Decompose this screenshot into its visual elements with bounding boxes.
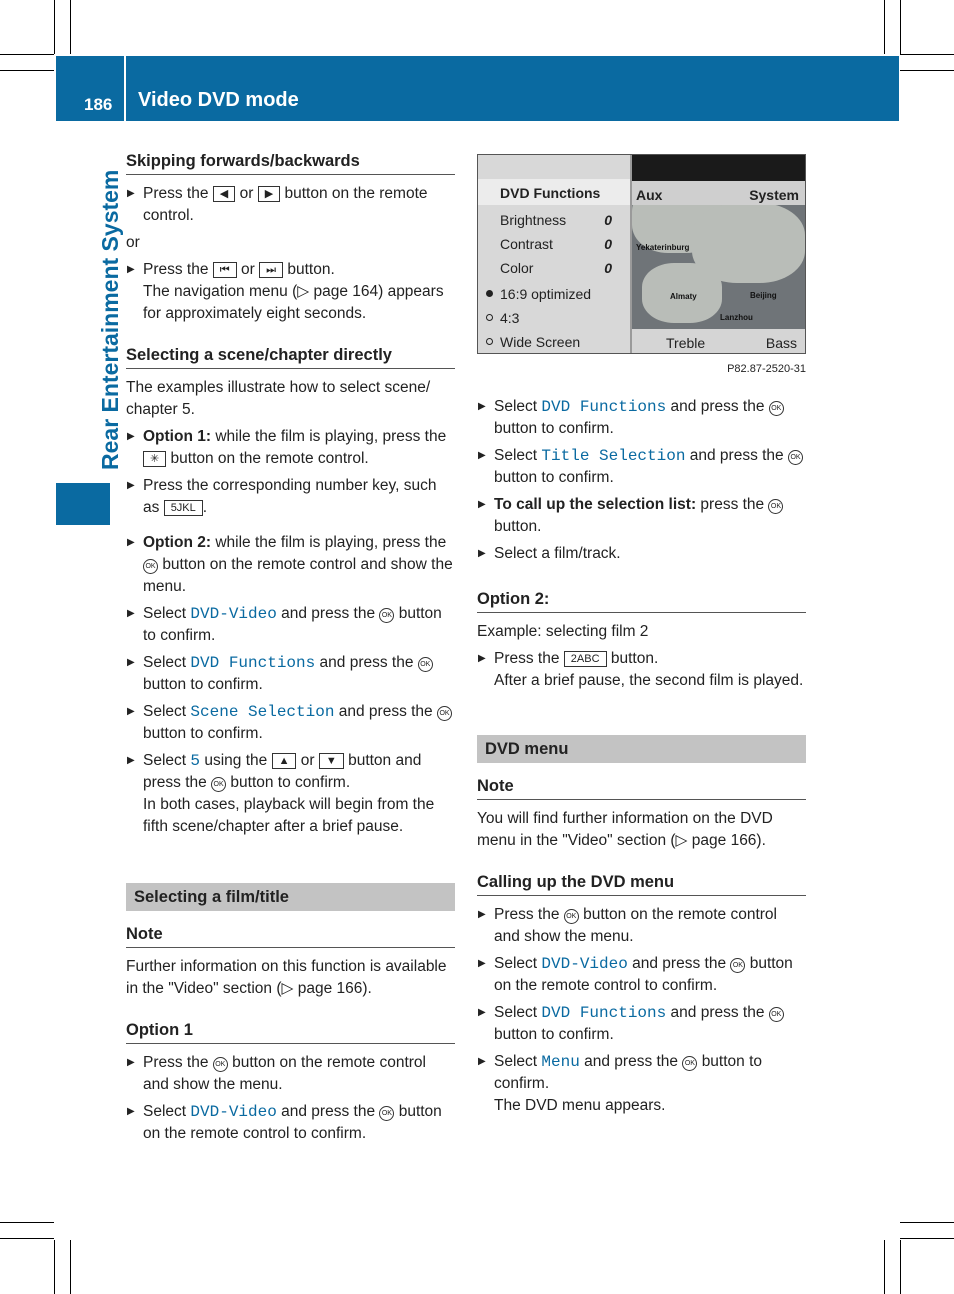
step	[477, 953, 806, 997]
section-heading-skipping: Skipping forwards/backwards	[126, 150, 455, 175]
example-text: Example: selecting film 2	[477, 623, 649, 640]
text: Select	[143, 703, 187, 720]
text: button on the remote control and show the menu.	[143, 556, 453, 595]
bass-label: Bass	[765, 335, 797, 351]
city-label: Lanzhou	[720, 313, 753, 322]
menu-item-text: DVD-Video	[190, 605, 277, 623]
option-label: Wide Screen	[500, 334, 581, 350]
page-number: 186	[84, 95, 113, 114]
crop-mark	[900, 0, 901, 54]
text: Press the	[143, 261, 209, 278]
right-column	[477, 154, 806, 1122]
text: button to confirm.	[143, 725, 263, 742]
text: or	[241, 261, 255, 278]
text: button on the remote control and show the menu.	[143, 1054, 426, 1093]
ok-button-icon: OK	[788, 450, 803, 465]
dvd-functions-menu	[478, 155, 630, 353]
menu-item-text: Menu	[541, 1053, 580, 1071]
skip-back-key-icon: ⏮	[213, 262, 237, 278]
text: Select	[143, 605, 187, 622]
crop-mark	[900, 54, 954, 55]
text: button and press the	[143, 752, 422, 791]
crop-mark	[900, 1240, 901, 1294]
text: or	[300, 752, 315, 769]
text: Select	[143, 1103, 187, 1120]
up-key-icon: ▲	[272, 753, 297, 769]
row-value: 0	[604, 212, 612, 228]
text: press the	[696, 496, 765, 513]
asterisk-key-icon: ✳	[143, 451, 166, 467]
text: and press the	[670, 398, 765, 415]
note-text: Further information on this function is available in the "Video" section (▷ page 166).	[126, 958, 447, 997]
text: Press the	[494, 906, 560, 923]
text: Select	[494, 447, 538, 464]
menu-item-text: DVD Functions	[190, 654, 316, 672]
text: In both cases, playback will begin from the fifth scene/chapter after a brief pause.	[143, 796, 435, 835]
step	[126, 426, 455, 470]
ok-button-icon: OK	[143, 559, 158, 574]
text: button to confirm.	[494, 1053, 763, 1092]
tab-system: System	[749, 187, 799, 203]
radio-selected-icon	[486, 290, 493, 297]
text: The navigation menu (▷ page 164) appears for approximately eight seconds.	[143, 283, 444, 322]
ok-button-icon: OK	[682, 1056, 697, 1071]
step	[477, 1002, 806, 1046]
note-heading: Note	[477, 775, 806, 800]
dvd-functions-screenshot	[477, 154, 806, 354]
row-value: 0	[604, 236, 612, 252]
section-band-film: Selecting a film/title	[126, 883, 455, 911]
crop-mark	[0, 54, 54, 55]
intro-text: The examples illustrate how to select scene/ chapter 5.	[126, 379, 431, 418]
side-tab-marker	[56, 483, 110, 525]
section-band-dvd-menu: DVD menu	[477, 735, 806, 763]
down-key-icon: ▼	[319, 753, 344, 769]
crop-mark	[884, 1240, 885, 1294]
menu-item-text: DVD-Video	[541, 955, 628, 973]
ok-button-icon: OK	[379, 1106, 394, 1121]
option2-heading: Option 2:	[477, 588, 806, 613]
treble-label: Treble	[666, 335, 706, 351]
text: The DVD menu appears.	[494, 1097, 666, 1114]
step	[477, 494, 806, 538]
step	[477, 904, 806, 948]
menu-title: DVD Functions	[478, 179, 630, 205]
menu-option-wide-screen[interactable]	[478, 329, 630, 353]
step	[126, 603, 455, 647]
number-key-icon: 2ABC	[564, 651, 607, 667]
text: Option 1:	[143, 428, 212, 445]
text: button on the remote control to confirm.	[494, 955, 793, 994]
screen-top-bar	[632, 155, 805, 183]
text: Select	[143, 654, 187, 671]
text: button.	[610, 650, 659, 667]
ok-button-icon: OK	[564, 909, 579, 924]
text: using the	[204, 752, 268, 769]
section-heading-scene: Selecting a scene/chapter directly	[126, 344, 455, 369]
option-label: 4:3	[500, 310, 520, 326]
step	[477, 648, 806, 692]
menu-row-contrast[interactable]	[478, 231, 630, 255]
figure-code: P82.87-2520-31	[727, 363, 806, 375]
text: Press the corresponding number key, such as	[143, 477, 437, 516]
row-label: Color	[500, 260, 534, 276]
text: Option 2:	[143, 534, 212, 551]
ok-button-icon: OK	[768, 499, 783, 514]
step	[126, 652, 455, 696]
row-label: Contrast	[500, 236, 553, 252]
text: button.	[287, 261, 335, 278]
left-column	[126, 150, 455, 1150]
text: and press the	[319, 654, 414, 671]
ok-button-icon: OK	[437, 706, 452, 721]
step	[126, 1052, 455, 1096]
text: or	[239, 185, 254, 202]
text: and press the	[281, 605, 376, 622]
text: Select	[494, 398, 538, 415]
radio-icon	[486, 314, 493, 321]
text: and press the	[632, 955, 727, 972]
text: and press the	[584, 1053, 679, 1070]
city-label: Almaty	[670, 292, 697, 301]
text: Press the	[143, 1054, 209, 1071]
menu-item-text: 5	[190, 752, 201, 770]
text: while the film is playing, press the	[211, 534, 447, 551]
crop-mark	[0, 1238, 54, 1239]
ok-button-icon: OK	[379, 608, 394, 623]
text: while the film is playing, press the	[211, 428, 447, 445]
radio-icon	[486, 338, 493, 345]
ok-button-icon: OK	[730, 958, 745, 973]
text: button on the remote control to confirm.	[143, 1103, 442, 1142]
text: To call up the selection list:	[494, 496, 697, 513]
menu-option-16-9[interactable]	[478, 281, 630, 305]
step	[126, 532, 455, 598]
crop-mark	[70, 0, 71, 54]
text: button to confirm.	[494, 469, 614, 486]
text: button to confirm.	[143, 605, 442, 644]
crop-mark	[900, 70, 954, 71]
text: After a brief pause, the second film is played.	[494, 672, 804, 689]
crop-mark	[70, 1240, 71, 1294]
text: Press the	[143, 185, 209, 202]
text: .	[202, 499, 208, 516]
step	[126, 1101, 455, 1145]
option-label: 16:9 optimized	[500, 286, 592, 302]
step	[126, 183, 455, 227]
crop-mark	[54, 1240, 55, 1294]
crop-mark	[900, 1238, 954, 1239]
crop-mark	[884, 0, 885, 54]
note-text: You will find further information on the DVD menu in the "Video" section (▷ page 166).	[477, 810, 773, 849]
screen-tabs	[632, 181, 805, 205]
skip-forward-key-icon: ⏭	[259, 262, 283, 278]
note-heading: Note	[126, 923, 455, 948]
text: button on the remote control and show the menu.	[494, 906, 777, 945]
text: button on the remote control.	[170, 450, 369, 467]
city-label: Beijing	[750, 291, 777, 300]
text: and press the	[281, 1103, 376, 1120]
step	[126, 701, 455, 745]
text: and press the	[670, 1004, 765, 1021]
text: button on the remote control.	[143, 185, 428, 224]
text: button to confirm.	[494, 1026, 614, 1043]
text: button to confirm.	[230, 774, 351, 791]
crop-mark	[0, 70, 54, 71]
calling-dvd-menu-heading: Calling up the DVD menu	[477, 871, 806, 896]
menu-item-text: DVD Functions	[541, 1004, 667, 1022]
step	[126, 259, 455, 325]
text: button to confirm.	[494, 420, 614, 437]
step	[477, 1051, 806, 1117]
menu-row-color[interactable]	[478, 255, 630, 279]
text: and press the	[689, 447, 784, 464]
ok-button-icon: OK	[418, 657, 433, 672]
text: Press the	[494, 650, 560, 667]
number-key-icon: 5JKL	[164, 500, 203, 516]
text: Select	[494, 1053, 538, 1070]
step	[477, 396, 806, 440]
row-label: Brightness	[500, 212, 567, 228]
step: ▶ Select a film/track.	[477, 543, 806, 565]
tab-aux: Aux	[636, 187, 663, 203]
crop-mark	[54, 0, 55, 54]
ok-button-icon: OK	[769, 401, 784, 416]
step	[126, 475, 455, 519]
chapter-title: Video DVD mode	[138, 89, 299, 111]
text: button.	[494, 518, 542, 535]
crop-mark	[900, 1222, 954, 1223]
menu-item-text: DVD Functions	[541, 398, 667, 416]
or-text: or	[126, 234, 140, 251]
ok-button-icon: OK	[211, 777, 226, 792]
screen-bottom-bar	[632, 329, 805, 353]
header-divider	[124, 56, 126, 121]
menu-option-4-3[interactable]	[478, 305, 630, 329]
text: button to confirm.	[143, 676, 263, 693]
step	[126, 750, 455, 838]
menu-item-text: Scene Selection	[190, 703, 335, 721]
text: Select	[143, 752, 187, 769]
step	[477, 445, 806, 489]
rewind-key-icon: ◀	[213, 186, 235, 202]
text: Select	[494, 1004, 538, 1021]
forward-key-icon: ▶	[258, 186, 280, 202]
city-label: Yekaterinburg	[636, 243, 690, 252]
ok-button-icon: OK	[769, 1007, 784, 1022]
text: and press the	[338, 703, 433, 720]
row-value: 0	[604, 260, 612, 276]
option1-heading: Option 1	[126, 1019, 455, 1044]
text: Select	[494, 955, 538, 972]
ok-button-icon: OK	[213, 1057, 228, 1072]
menu-item-text: Title Selection	[541, 447, 686, 465]
side-section-label: Rear Entertainment System	[97, 169, 123, 470]
crop-mark	[0, 1222, 54, 1223]
menu-item-text: DVD-Video	[190, 1103, 277, 1121]
menu-row-brightness[interactable]	[478, 207, 630, 231]
